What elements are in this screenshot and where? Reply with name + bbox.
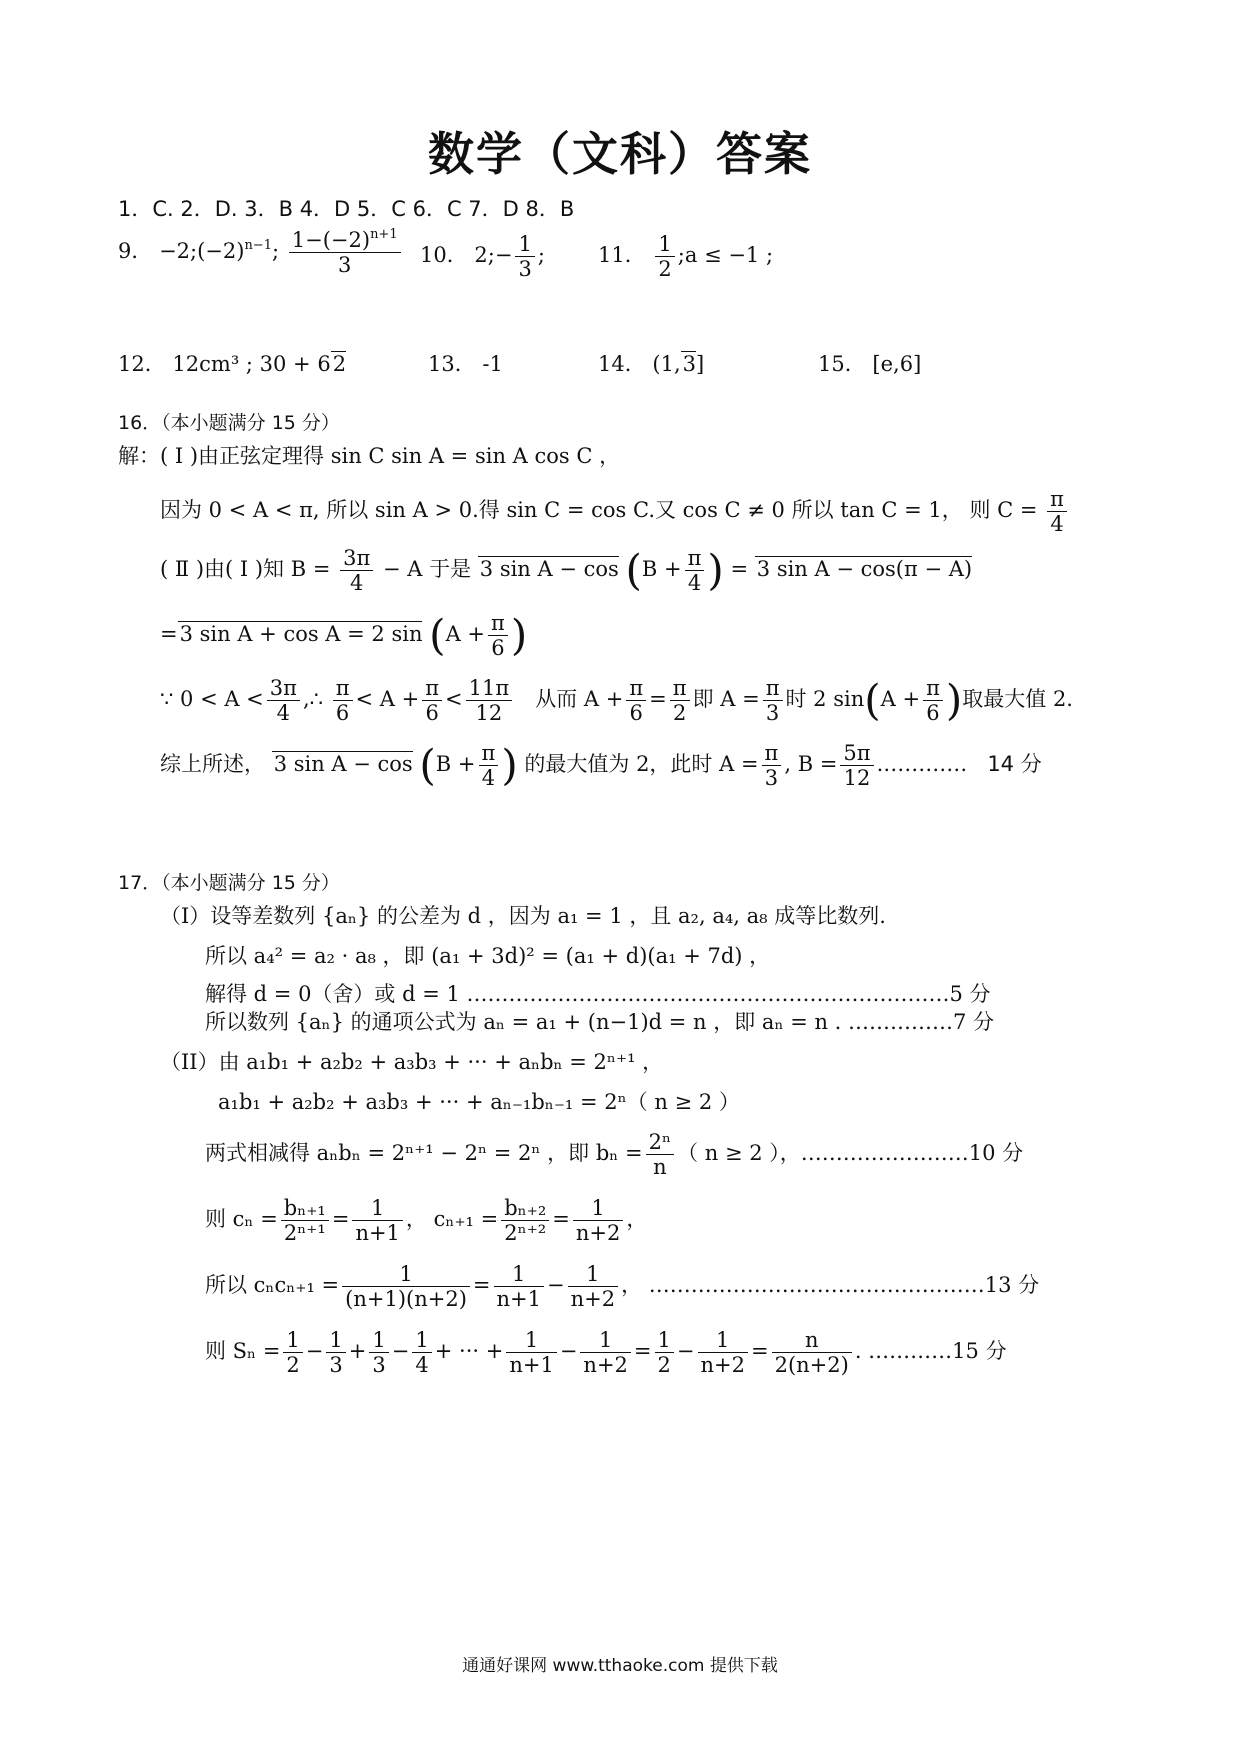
- answer-9: 9． $-2;(-2)^{n-1}$; $\frac{1-(-2)^{n+1}}{3}$: [118, 228, 404, 277]
- q17-line-8: 则 cₙ = $\frac{\text{bₙ₊₁}}{\text{2ⁿ⁺¹}}$ = $\frac{1}{n+1}$ ， cₙ₊₁ = $\frac{\text{bₙ₊₂}}{\text{2ⁿ⁺²}}$ = $\frac{1}{n+2}$ ，: [205, 1196, 648, 1246]
- answer-10: 10． 2;− $\frac{1}{3}$ ;: [420, 232, 545, 282]
- answer-13: 13． -1: [428, 352, 503, 376]
- q17-line-6: a₁b₁ + a₂b₂ + a₃b₃ + ··· + aₙ₋₁bₙ₋₁ = 2ⁿ（ n ≥ 2 ）: [218, 1090, 740, 1114]
- q16-line-3: ( Ⅱ )由( Ⅰ )知 B = $\frac{3\pi}{4}$ − A 于是 3 sin A − cos (B + $\frac{\pi}{4}$ ) = 3 sin A − cos(π − A): [160, 545, 973, 596]
- q16-line-4: =3 sin A + cos A = 2 sin (A + $\frac{\pi}{6}$ ): [160, 610, 528, 661]
- q17-line-7: 两式相减得 aₙbₙ = 2ⁿ⁺¹ − 2ⁿ = 2ⁿ ，即 bₙ = $\frac{\text{2ⁿ}}{n}$ （ n ≥ 2 ），……………………10 分: [205, 1130, 1024, 1180]
- q16-line-5: ∵ 0 < A < $\frac{3\pi}{4}$ ,∴ $\frac{\pi}{6}$ < A + $\frac{\pi}{6}$ < $\frac{11\pi}{12}$ 从而 A + $\frac{\pi}{6}$ = $\frac{\pi}{2}$ 即 A = $\frac{\pi}{3}$ 时 2 sin(A + $\frac{\pi}{6}$ )取最大值 2.: [160, 675, 1073, 726]
- answer-12: 12． 12cm³ ; 30 + 62: [118, 352, 347, 376]
- page-title: 数学（文科）答案: [428, 127, 812, 181]
- q17-line-10: 则 Sₙ = $\frac{1}{2}$ − $\frac{1}{3}$ + $\frac{1}{3}$ − $\frac{1}{4}$ + ··· + $\frac{1}{n+1}$ − $\frac{1}{n+2}$ = $\frac{1}{2}$ − $\frac{1}{n+2}$ = $\frac{n}{2(n+2)}$ . …………15 分: [205, 1328, 1007, 1378]
- q16-line-1: 解：( Ⅰ )由正弦定理得 sin C sin A = sin A cos C ，: [118, 444, 621, 468]
- q17-line-2: 所以 a₄² = a₂ · a₈ ，即 (a₁ + 3d)² = (a₁ + d)(a₁ + 7d) ，: [205, 944, 771, 968]
- q17-line-3: 解得 d = 0（舍）或 d = 1 ……………………………………………………………5 分: [205, 982, 991, 1006]
- q17-line-1: （I）设等差数列 {aₙ} 的公差为 d ，因为 a₁ = 1 ，且 a₂, a₄, a₈ 成等比数列.: [160, 904, 886, 928]
- choice-answers: 1．C. 2．D. 3．B 4．D 5．C 6．C 7．D 8．B: [118, 197, 575, 221]
- answer-14: 14． (1,3]: [598, 352, 705, 376]
- q17-line-4: 所以数列 {aₙ} 的通项公式为 aₙ = a₁ + (n−1)d = n ，即 aₙ = n . ……………7 分: [205, 1010, 995, 1034]
- footer-source: 通通好课网 www.tthaoke.com 提供下载: [462, 1656, 778, 1676]
- q17-line-5: （II）由 a₁b₁ + a₂b₂ + a₃b₃ + ··· + aₙbₙ = 2ⁿ⁺¹ ，: [160, 1050, 664, 1074]
- answer-11: 11． $\frac{1}{2}$ ;a ≤ −1 ;: [598, 232, 774, 282]
- q16-header: 16．（本小题满分 15 分）: [118, 412, 340, 434]
- q17-header: 17．（本小题满分 15 分）: [118, 872, 340, 894]
- q17-line-9: 所以 cₙcₙ₊₁ = $\frac{1}{(n+1)(n+2)}$ = $\frac{1}{n+1}$ − $\frac{1}{n+2}$ ， …………………………………………13 分: [205, 1262, 1040, 1312]
- q16-line-6: 综上所述， 3 sin A − cos (B + $\frac{\pi}{4}$ ) 的最大值为 2，此时 A = $\frac{\pi}{3}$ , B = $\frac{5\pi}{12}$ .………… 14 分: [160, 740, 1042, 791]
- answer-15: 15． [e,6]: [818, 352, 922, 376]
- q16-line-2: 因为 0 < A < π, 所以 sin A > 0.得 sin C = cos C.又 cos C ≠ 0 所以 tan C = 1， 则 C = $\frac{\pi}{4}$: [160, 487, 1070, 536]
